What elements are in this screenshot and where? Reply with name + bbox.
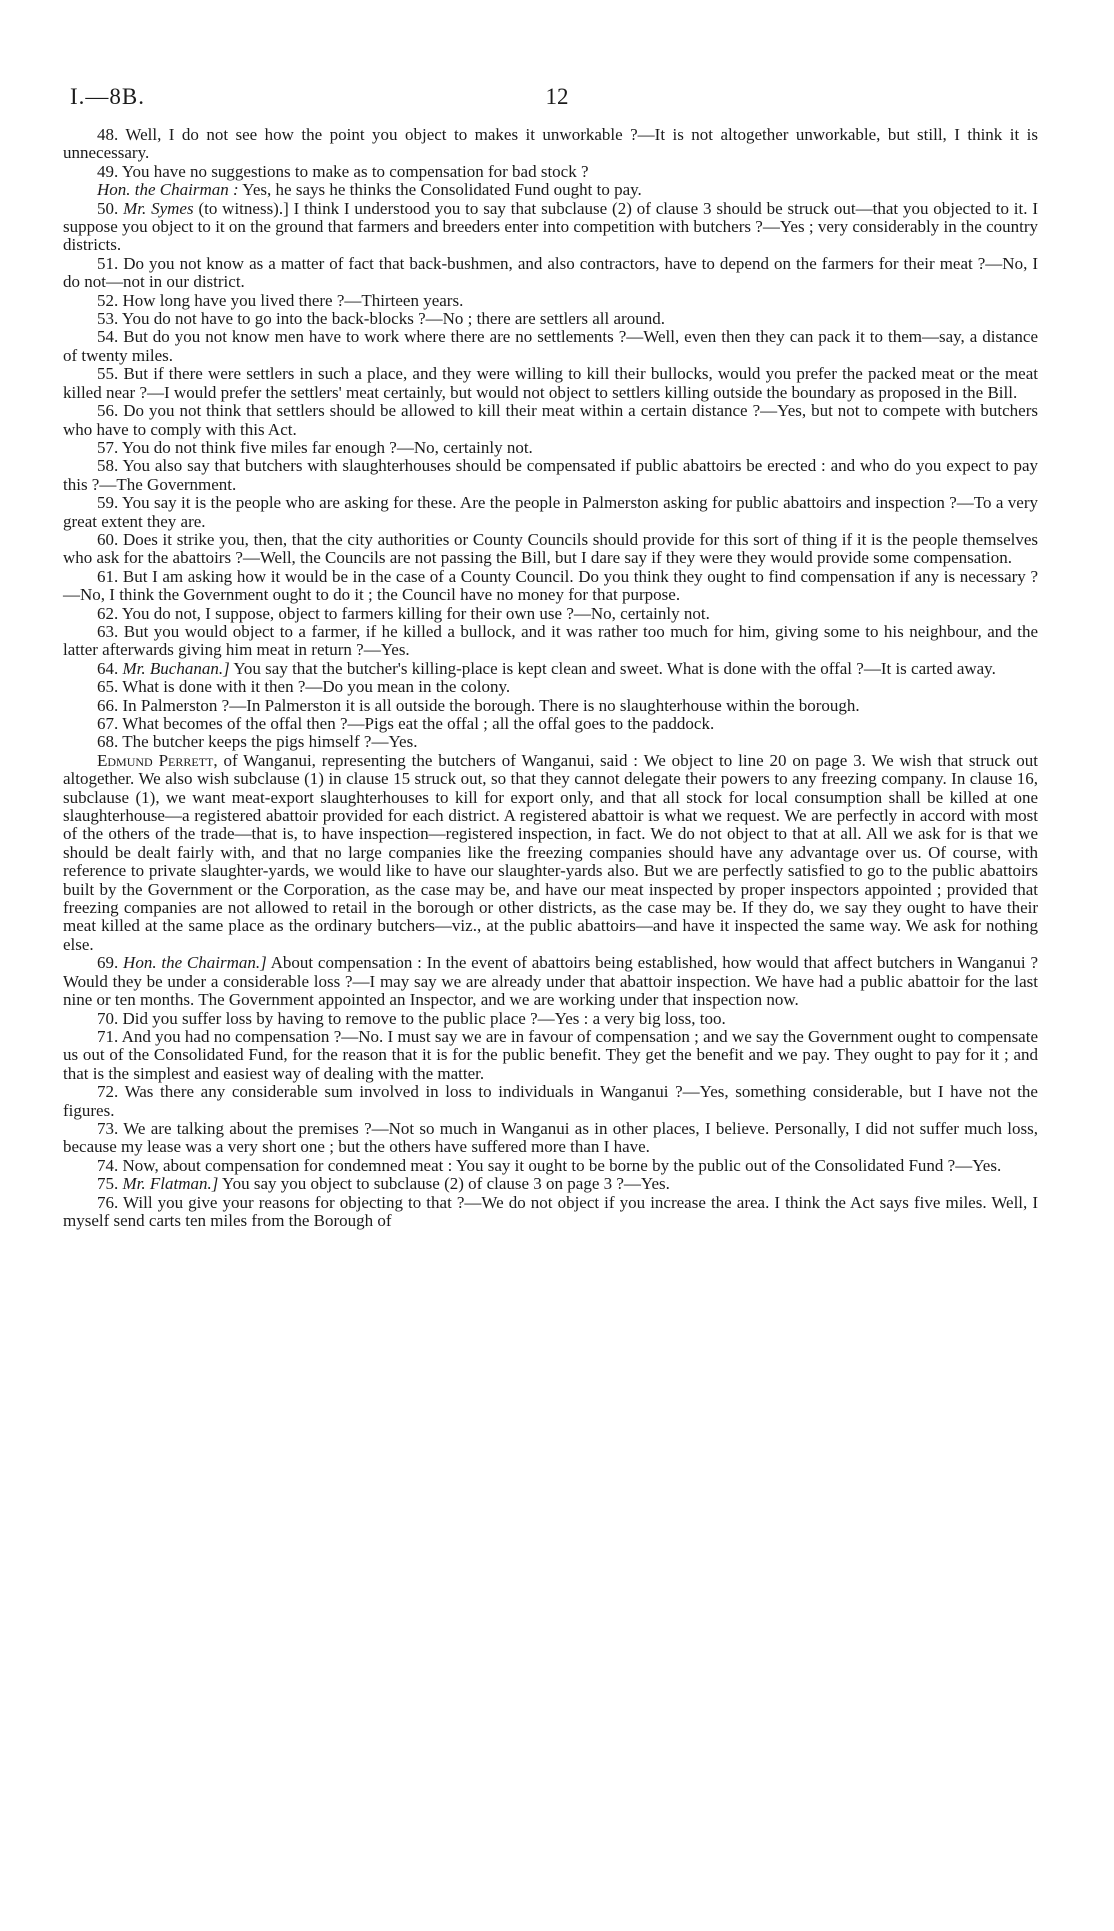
evidence-paragraph	[63, 531, 1038, 568]
question-number: 51.	[97, 253, 119, 273]
question-number: 73.	[97, 1118, 119, 1138]
question-number: 57.	[97, 437, 119, 457]
question-number: 70.	[97, 1008, 119, 1028]
witness-name: Edmund Perrett,	[97, 750, 218, 770]
question-number: 48.	[97, 125, 119, 144]
question-number: 72.	[97, 1082, 119, 1102]
evidence-paragraph	[63, 365, 1038, 402]
evidence-paragraph	[63, 1175, 1038, 1193]
paragraph-text: How long have you lived there ?—Thirteen years.	[122, 290, 464, 310]
question-number: 74.	[97, 1155, 119, 1175]
paragraph-text: But you would object to a farmer, if he killed a bullock, and it was rather too much for him, giving some to his neighbour, and the latter afterwards giving him meat in return ?—Yes.	[63, 621, 1039, 660]
evidence-paragraph	[63, 715, 1038, 733]
evidence-paragraph	[63, 1157, 1038, 1175]
paragraph-text: You do not, I suppose, object to farmers killing for their own use ?—No, certainly not.	[121, 603, 710, 623]
evidence-paragraph	[63, 697, 1038, 715]
paragraph-text: The butcher keeps the pigs himself ?—Yes.	[122, 732, 418, 752]
evidence-paragraph	[63, 954, 1038, 1009]
paragraph-text: But if there were settlers in such a place, and they were willing to kill their bullocks, would you prefer the packed meat or the meat killed near ?—I would prefer the settlers' meat certainly, but would not object to settlers killing outside the boundary as proposed in the Bill.	[63, 364, 1038, 402]
paragraph-text: In Palmerston ?—In Palmerston it is all outside the borough. There is no slaughterhouse within the borough.	[122, 695, 860, 715]
paragraph-text: You have no suggestions to make as to compensation for bad stock ?	[121, 161, 589, 181]
question-number: 67.	[97, 714, 119, 733]
paragraph-text: You say that the butcher's killing-place is kept clean and sweet. What is done with the offal ?—It is carted away.	[233, 658, 996, 678]
question-number: 54.	[97, 327, 119, 347]
question-number: 61.	[97, 566, 119, 586]
paragraph-text: Was there any considerable sum involved in loss to individuals in Wanganui ?—Yes, something considerable, but I have not the figures.	[63, 1082, 1038, 1120]
paragraph-text: of Wanganui, representing the butchers of Wanganui, said : We object to line 20 on page 3. We wish that struck out altogether. We also wish subclause (1) in clause 15 struck out, so that they cannot delegate their powers to any freezing company. In clause 16, subclause (1), we want meat-export slaughterhouses to kill for export only, and that all stock for local consumption shall be killed at one slaughterhouse—a registered abattoir provided for each district. A registered abattoir is what we request. We are perfectly in accord with most of the others of the trade—that is, to have inspection—registered inspection, in fact. We do not object to that at all. All we ask for is that we should be dealt fairly with, and that no large companies like the freezing companies should have any advantage over us. Of course, with reference to private slaughter-yards, we would like to have our slaughter-yards also. But we are perfectly satisfied to go to the public abattoirs built by the Government or the Corporation, as the case may be, and have our meat inspected by proper inspectors appointed ; provided that freezing companies are not allowed to retail in the borough or other districts, as the case may be. If they do, we say they ought to have their meat killed at the same place as the ordinary butchers—viz., at the public abattoirs—and have it inspected the same way. We ask for nothing else.	[63, 750, 1038, 954]
paragraph-text: (to witness).] I think I understood you to say that subclause (2) of clause 3 should be struck out—that you objected to it. I suppose you object to it on the ground that farmers and breeders enter into competition with butchers ?—Yes ; very considerably in the country districts.	[63, 198, 1039, 255]
evidence-paragraph	[63, 255, 1038, 292]
question-number: 52.	[97, 290, 119, 310]
evidence-paragraph	[63, 660, 1038, 678]
question-number: 50.	[97, 198, 119, 218]
evidence-paragraph	[63, 568, 1038, 605]
evidence-paragraph	[63, 494, 1038, 531]
question-number: 69.	[97, 953, 119, 973]
paragraph-text: Did you suffer loss by having to remove to the public place ?—Yes : a very big loss, too.	[122, 1008, 726, 1028]
question-number: 76.	[97, 1192, 119, 1212]
question-number: 71.	[97, 1026, 119, 1046]
paragraph-text: You say it is the people who are asking for these. Are the people in Palmerston asking for public abattoirs and inspection ?—To a very great extent they are.	[63, 493, 1038, 531]
evidence-paragraph	[63, 1010, 1038, 1028]
paragraph-text: Do you not think that settlers should be allowed to kill their meat within a certain distance ?—Yes, but not to compete with butchers who have to comply with this Act.	[63, 401, 1039, 439]
speaker-name: Mr. Symes	[123, 198, 194, 218]
question-number: 68.	[97, 732, 119, 752]
paragraph-text: And you had no compensation ?—No. I must say we are in favour of compensation ; and we say the Government ought to compensate us out of the Consolidated Fund, for the reason that it is for the public benefit. They get the benefit and we pay. They ought to pay for it ; and that is the simplest and easiest way of dealing with the matter.	[63, 1026, 1039, 1083]
speaker-name: Mr. Flatman.]	[122, 1174, 219, 1194]
question-number: 62.	[97, 603, 119, 623]
question-number: 53.	[97, 309, 119, 329]
question-number: 56.	[97, 401, 119, 421]
evidence-paragraph	[63, 1120, 1038, 1157]
evidence-paragraph	[63, 733, 1038, 751]
evidence-paragraph	[63, 605, 1038, 623]
evidence-paragraph	[63, 752, 1038, 954]
paragraph-text: About compensation : In the event of abattoirs being established, how would that affect butchers in Wanganui ? Would they be under a considerable loss ?—I may say we are already under that abattoir inspection. We have had a public abattoir for the last nine or ten months. The Government appointed an Inspector, and we are working under that inspection now.	[63, 953, 1038, 1010]
paragraph-text: We are talking about the premises ?—Not so much in Wanganui as in other places, I believe. Personally, I did not suffer much loss, because my lease was a very short one ; but the others have suffered more than I have.	[63, 1118, 1039, 1157]
evidence-paragraph	[63, 1083, 1038, 1120]
evidence-paragraph	[63, 678, 1038, 696]
paragraph-text: But I am asking how it would be in the case of a County Council. Do you think they ought to find compensation if any is necessary ?—No, I think the Government ought to do it ; the Council have no money for that purpose.	[63, 566, 1038, 605]
evidence-paragraph	[63, 1194, 1038, 1231]
paragraph-text: What is done with it then ?—Do you mean in the colony.	[122, 677, 511, 697]
page-header	[70, 84, 1044, 116]
paragraph-text: You also say that butchers with slaughterhouses should be compensated if public abattoirs be erected : and who do you expect to pay this ?—The Government.	[63, 456, 1038, 494]
question-number: 63.	[97, 621, 119, 641]
question-number: 49.	[97, 161, 119, 181]
question-number: 64.	[97, 658, 119, 678]
evidence-paragraph	[63, 1028, 1038, 1083]
page-number: 12	[545, 84, 569, 109]
evidence-paragraph	[63, 292, 1038, 310]
paragraph-text: You do not have to go into the back-blocks ?—No ; there are settlers all around.	[121, 309, 665, 329]
evidence-paragraph	[63, 457, 1038, 494]
paragraph-text: What becomes of the offal then ?—Pigs eat the offal ; all the offal goes to the paddock.	[122, 714, 715, 733]
speaker-name: Hon. the Chairman.]	[123, 953, 267, 973]
evidence-paragraph	[63, 200, 1038, 255]
evidence-paragraph	[63, 310, 1038, 328]
paragraph-text: Do you not know as a matter of fact that back-bushmen, and also contractors, have to depend on the farmers for their meat ?—No, I do not—not in our district.	[63, 253, 1039, 292]
evidence-paragraph	[63, 181, 1038, 199]
evidence-paragraph	[63, 402, 1038, 439]
question-number: 60.	[97, 529, 119, 549]
document-reference: I.—8B.	[70, 84, 145, 109]
evidence-paragraph	[63, 439, 1038, 457]
question-number: 65.	[97, 677, 119, 697]
evidence-paragraph	[63, 163, 1038, 181]
paragraph-text: Yes, he says he thinks the Consolidated Fund ought to pay.	[242, 180, 642, 200]
paragraph-text: But do you not know men have to work where there are no settlements ?—Well, even then they can pack it to them—say, a distance of twenty miles.	[63, 327, 1038, 365]
paragraph-text: Does it strike you, then, that the city authorities or County Councils should provide for this sort of thing if it is the people themselves who ask for the abattoirs ?—Well, the Councils are not passing the Bill, but I dare say if they were they would provide some compensation.	[63, 529, 1038, 568]
paragraph-text: You say you object to subclause (2) of clause 3 on page 3 ?—Yes.	[222, 1174, 670, 1194]
question-number: 66.	[97, 695, 119, 715]
question-number: 58.	[97, 456, 119, 476]
evidence-paragraph	[63, 126, 1038, 163]
speaker-name: Mr. Buchanan.]	[122, 658, 230, 678]
speaker-name: Hon. the Chairman :	[97, 180, 239, 200]
question-number: 59.	[97, 493, 119, 513]
paragraph-text: Now, about compensation for condemned meat : You say it ought to be borne by the public out of the Consolidated Fund ?—Yes.	[122, 1155, 1002, 1175]
paragraph-text: You do not think five miles far enough ?—No, certainly not.	[121, 437, 533, 457]
paragraph-text: Will you give your reasons for objecting to that ?—We do not object if you increase the area. I think the Act says five miles. Well, I myself send carts ten miles from the Borough of	[63, 1192, 1038, 1230]
evidence-paragraph	[63, 623, 1038, 660]
question-number: 55.	[97, 364, 119, 384]
paragraph-text: Well, I do not see how the point you object to makes it unworkable ?—It is not altogether unworkable, but still, I think it is unnecessary.	[63, 125, 1038, 163]
question-number: 75.	[97, 1174, 119, 1194]
evidence-paragraph	[63, 328, 1038, 365]
minutes-of-evidence	[63, 126, 1038, 1230]
